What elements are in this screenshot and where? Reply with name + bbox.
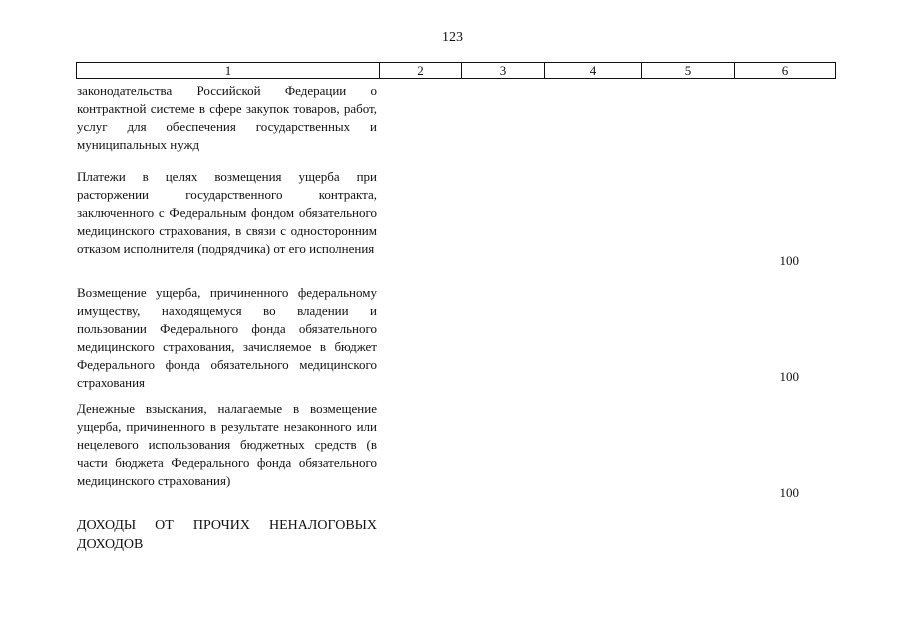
- table-row: [77, 82, 837, 154]
- row-description: Денежные взыскания, налагаемые в возмещение ущерба, причиненного в результате незаконного или нецелевого использования бюджетных средств (в части бюджета Федерального фонда обязательного медицинского страхования): [77, 401, 377, 488]
- table-row: [77, 400, 837, 500]
- column-header-1: 1: [224, 63, 232, 78]
- column-header-4: 4: [544, 63, 641, 78]
- row-description: законодательства Российской Федерации о контрактной системе в сфере закупок товаров, работ, услуг для обеспечения государственных и муниципальных нужд: [77, 83, 377, 152]
- row-value-col6: 100: [779, 369, 799, 384]
- table-row: [77, 284, 837, 392]
- column-header-3: 3: [461, 63, 544, 78]
- row-value-col6: 100: [779, 485, 799, 500]
- column-header-2: 2: [379, 63, 461, 78]
- page-number: 123: [442, 30, 463, 45]
- row-description: Возмещение ущерба, причиненного федеральному имуществу, находящемуся во владении и пользовании Федерального фонда обязательного медицинского страхования, зачисляемое в бюджет Федерального фонда обязательного медицинского страхования: [77, 285, 377, 390]
- table-row: [77, 516, 837, 554]
- table-header: [76, 62, 836, 79]
- column-header-5: 5: [641, 63, 734, 78]
- table-row: [77, 168, 837, 268]
- row-value-col6: 100: [779, 253, 799, 268]
- row-description: Платежи в целях возмещения ущерба при расторжении государственного контракта, заключенного с Федеральным фондом обязательного медицинского страхования, в связи с односторонним отказом исполнителя (подрядчика) от его исполнения: [77, 169, 377, 256]
- column-header-6: 6: [734, 63, 835, 78]
- row-description: ДОХОДЫ ОТ ПРОЧИХ НЕНАЛОГОВЫХ ДОХОДОВ: [77, 518, 377, 552]
